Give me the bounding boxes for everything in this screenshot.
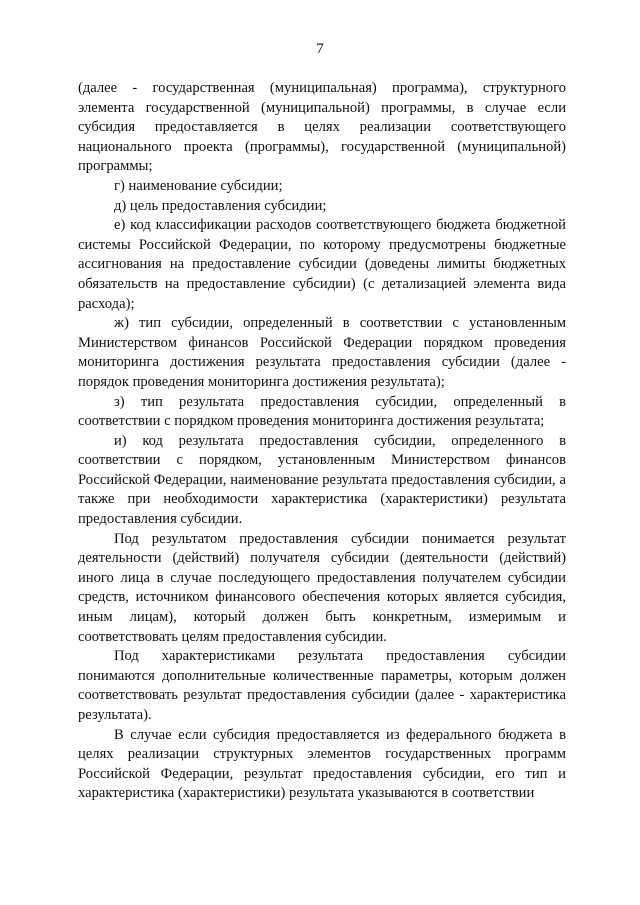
paragraph-result-definition: Под результатом предоставления субсидии понимается результат деятельности (действий) получателя субсидии (деятельности (действий) иного лица в случае последующего предоставления получателем субсидии средств, источником финансового обеспечения которых является субсидия, иным лицам), который должен быть конкретным, измеримым и соответствовать целям предоставления субсидии.: [78, 530, 566, 645]
paragraph-continuation: (далее - государственная (муниципальная) программа), структурного элемента государственной (муниципальной) программы, в случае если субсидия предоставляется в целях реализации соответствующего национального проекта (программы), государственной (муниципальной) программы;: [78, 80, 566, 175]
paragraph-item-g: г) наименование субсидии;: [114, 177, 283, 194]
paragraph-item-e: е) код классификации расходов соответствующего бюджета бюджетной системы Российской Федерации, по которому предусмотрены бюджетные ассигнования на предоставление субсидии (доведены лимиты бюджетных обязательств на предоставление субсидии) (с детализацией элемента вида расхода);: [78, 217, 566, 312]
paragraph-item-z: з) тип результата предоставления субсидии, определенный в соответствии с порядком проведения мониторинга достижения результата;: [78, 393, 566, 430]
page-number: 7: [316, 41, 324, 57]
paragraph-federal-budget: В случае если субсидия предоставляется из федерального бюджета в целях реализации структурных элементов государственных программ Российской Федерации, результат предоставления субсидии, его тип и характеристика (характеристики) результата указываются в соответствии: [78, 726, 566, 802]
document-body: [78, 79, 566, 804]
paragraph-item-i: и) код результата предоставления субсидии, определенного в соответствии с порядком, установленным Министерством финансов Российской Федерации, наименование результата предоставления субсидии, а также при необходимости характеристика (характеристики) результата предоставления субсидии.: [78, 432, 566, 528]
paragraph-item-d: д) цель предоставления субсидии;: [114, 197, 327, 214]
paragraph-item-zh: ж) тип субсидии, определенный в соответствии с установленным Министерством финансов Российской Федерации порядком проведения мониторинга достижения результата предоставления субсидии (далее - порядок проведения мониторинга достижения результата);: [78, 315, 566, 390]
paragraph-characteristics-definition: Под характеристиками результата предоставления субсидии понимаются дополнительные количественные параметры, которым должен соответствовать результат предоставления субсидии (далее - характеристика результата).: [78, 648, 566, 723]
